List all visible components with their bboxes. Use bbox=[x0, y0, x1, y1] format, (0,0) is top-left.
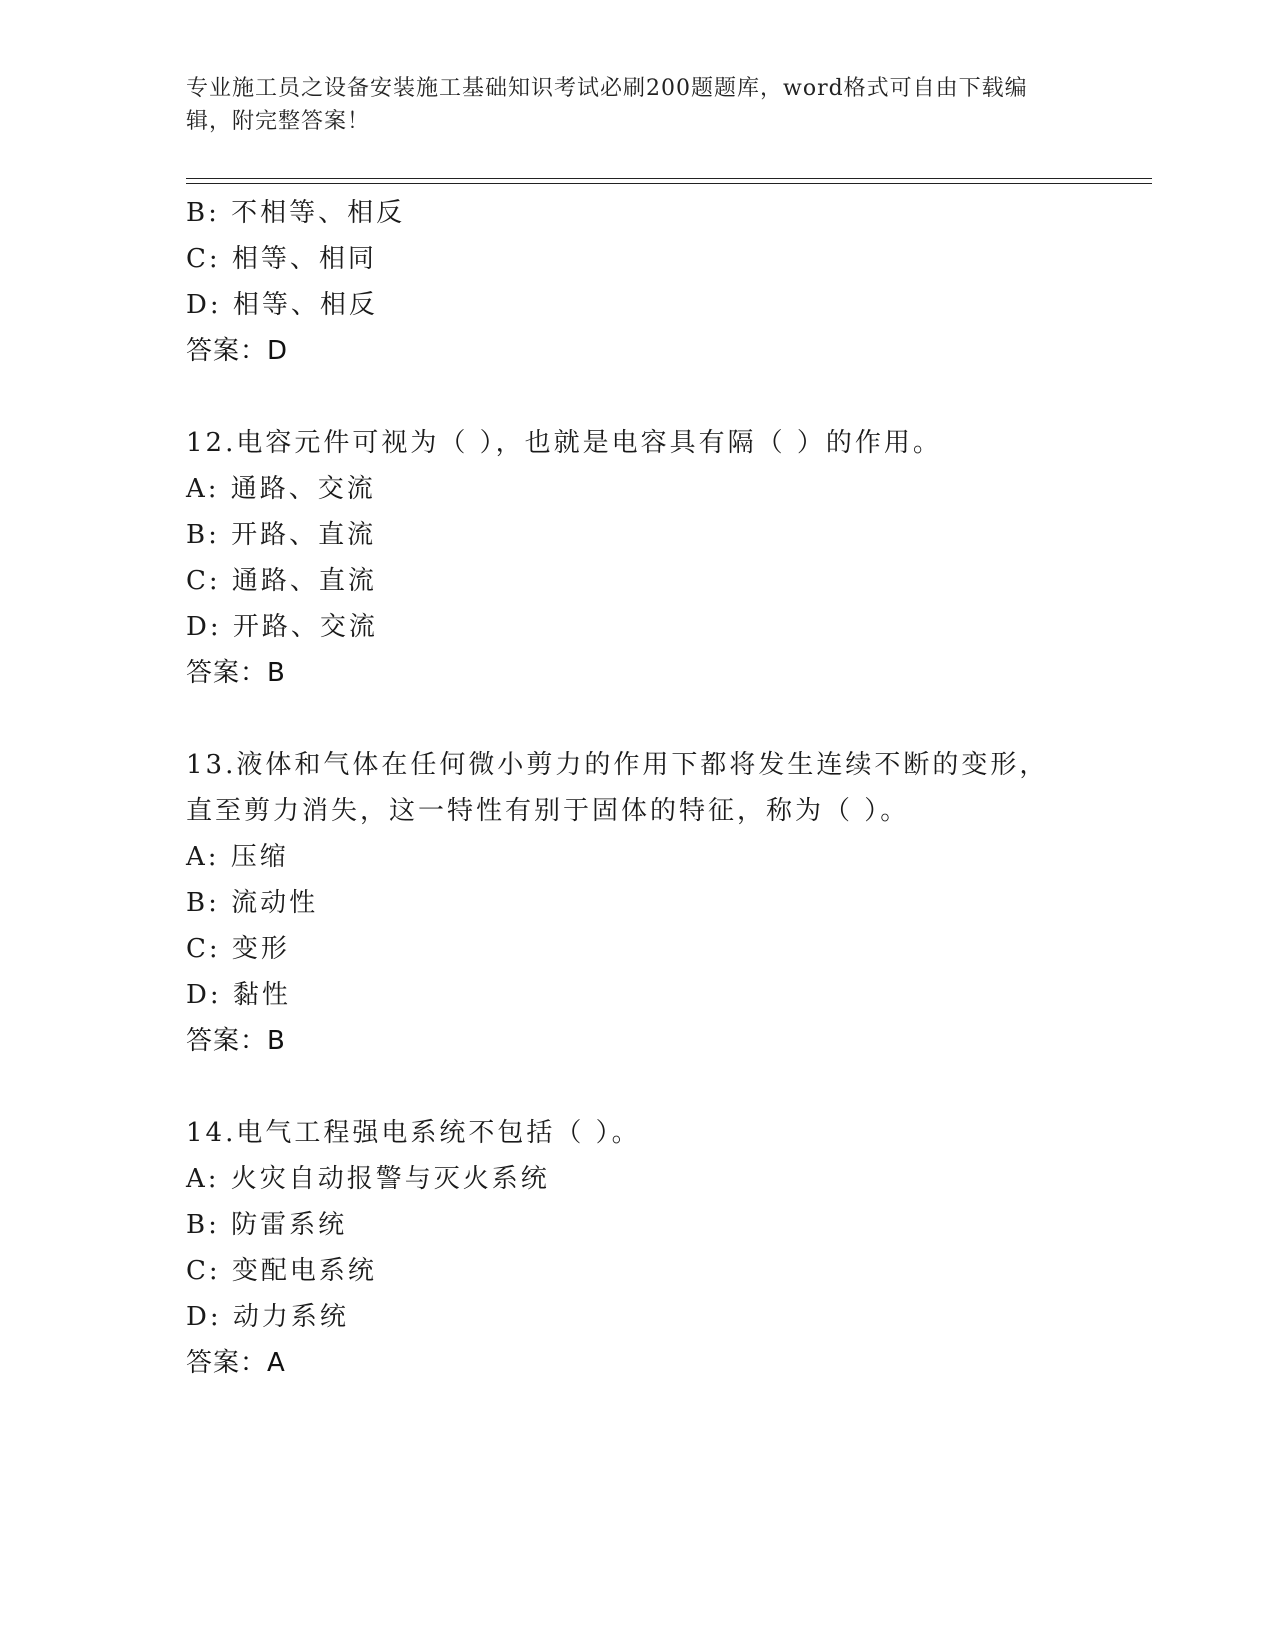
option-b: B: 开路、直流 bbox=[186, 520, 377, 550]
option-c: C: 通路、直流 bbox=[186, 566, 377, 596]
question-text: 13.液体和气体在任何微小剪力的作用下都将发生连续不断的变形，直至剪力消失，这一特性有别于固体的特征，称为（ ）。 bbox=[186, 750, 1049, 826]
option-d: D: 开路、交流 bbox=[186, 612, 378, 642]
option-c: C: 相等、相同 bbox=[186, 244, 377, 274]
option-b: B: 不相等、相反 bbox=[186, 198, 406, 228]
option-d: D: 相等、相反 bbox=[186, 290, 378, 320]
option-d: D: 动力系统 bbox=[186, 1302, 349, 1332]
option-c: C: 变形 bbox=[186, 934, 290, 964]
question-list bbox=[186, 190, 1086, 1386]
option-a: A: 火灾自动报警与灭火系统 bbox=[186, 1164, 550, 1194]
option-b: B: 防雷系统 bbox=[186, 1210, 348, 1240]
spacer bbox=[186, 1064, 1086, 1110]
question-14 bbox=[186, 1110, 1086, 1386]
header-divider-top bbox=[186, 178, 1152, 179]
option-a: A: 通路、交流 bbox=[186, 474, 376, 504]
spacer bbox=[186, 696, 1086, 742]
option-d: D: 黏性 bbox=[186, 980, 291, 1010]
question-11-tail bbox=[186, 190, 1086, 374]
document-header: 专业施工员之设备安装施工基础知识考试必刷200题题库，word格式可自由下载编辑，附完整答案！ bbox=[186, 76, 1028, 134]
question-text: 12.电容元件可视为（ ），也就是电容具有隔（ ）的作用。 bbox=[186, 428, 942, 458]
question-12 bbox=[186, 420, 1086, 696]
question-13 bbox=[186, 742, 1086, 1064]
option-c: C: 变配电系统 bbox=[186, 1256, 377, 1286]
option-b: B: 流动性 bbox=[186, 888, 319, 918]
answer-line: 答案：B bbox=[186, 658, 286, 688]
spacer bbox=[186, 374, 1086, 420]
header-divider-bottom bbox=[186, 183, 1152, 184]
question-text: 14.电气工程强电系统不包括（ ）。 bbox=[186, 1118, 641, 1148]
answer-line: 答案：D bbox=[186, 336, 289, 366]
answer-line: 答案：B bbox=[186, 1026, 286, 1056]
option-a: A: 压缩 bbox=[186, 842, 289, 872]
answer-line: 答案：A bbox=[186, 1348, 286, 1378]
